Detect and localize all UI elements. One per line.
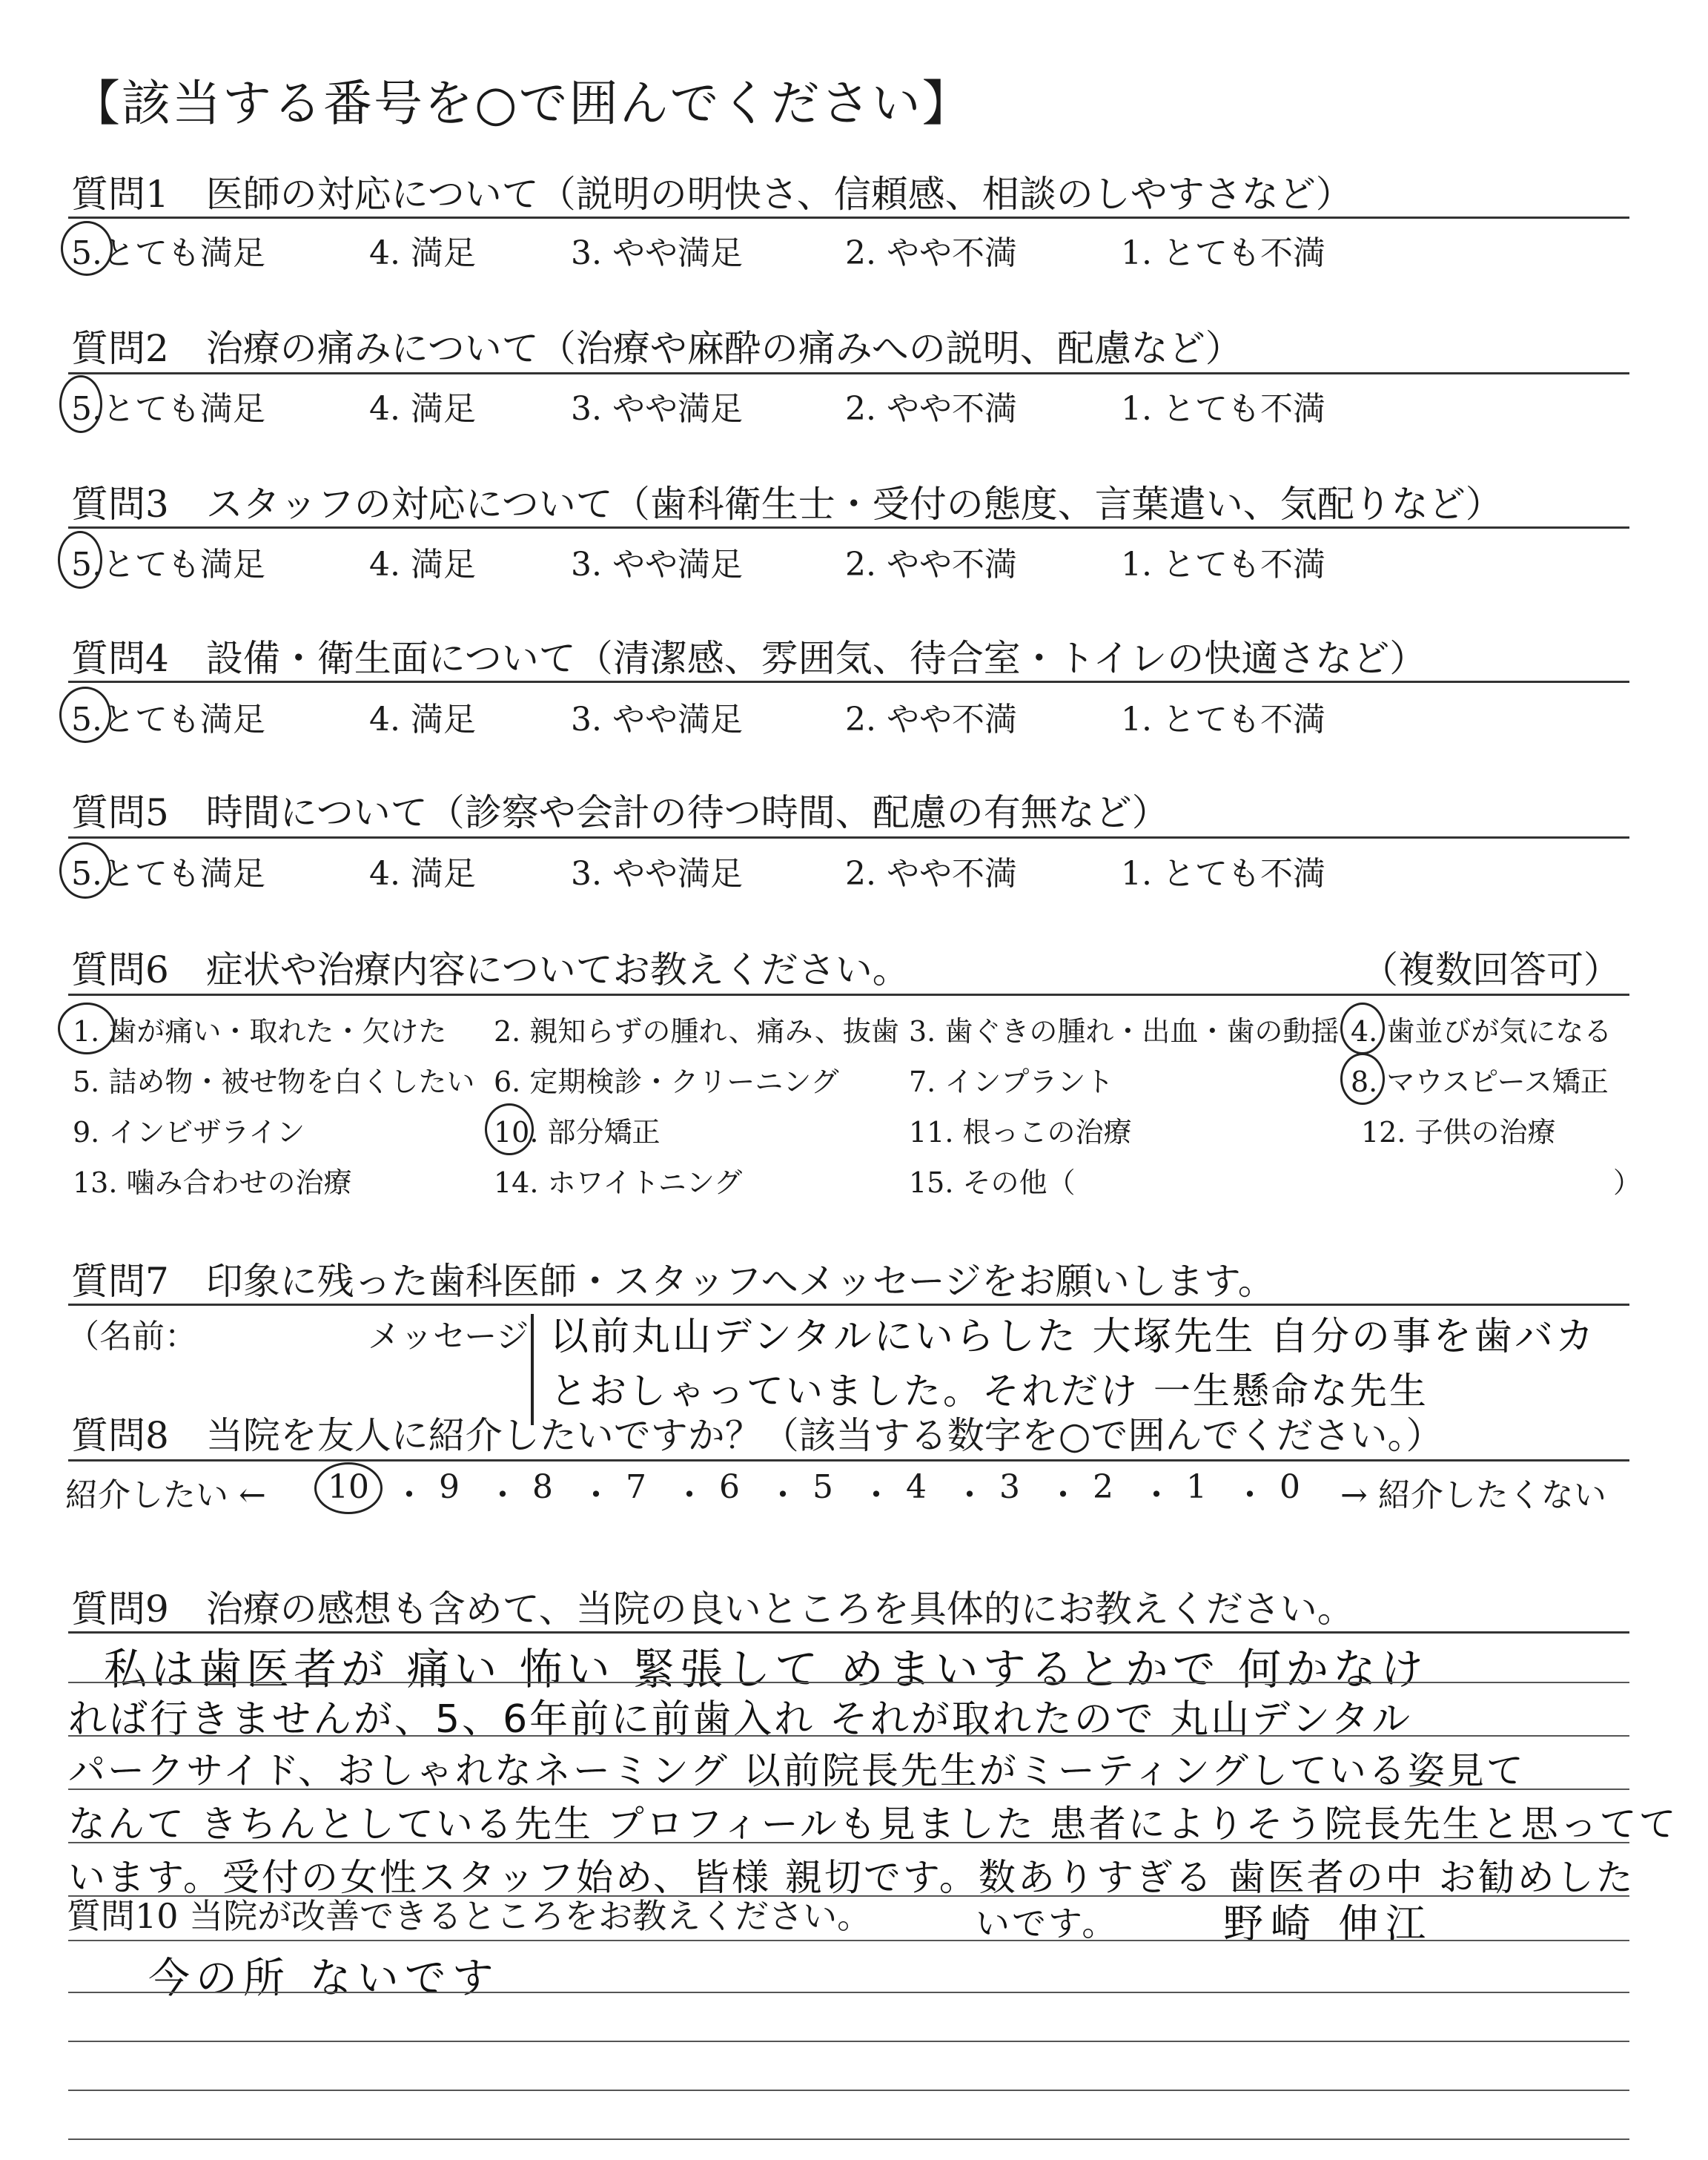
- q1-selected-circle: [61, 221, 113, 276]
- q6-selected-circle-4: [1340, 1003, 1385, 1054]
- q9-line-4: なんて きちんとしている先生 プロフィールも見ました 患者によりそう院長先生と思ってて: [68, 1803, 1678, 1846]
- q2-option-5[interactable]: 5.とても満足: [71, 390, 265, 428]
- q5-rule: [68, 836, 1629, 839]
- q5-selected-circle: [59, 842, 111, 899]
- q8-scale-2[interactable]: 2: [1093, 1468, 1113, 1506]
- q6-item-12[interactable]: 12. 子供の治療: [1361, 1116, 1556, 1149]
- q5-option-4[interactable]: 4. 満足: [369, 855, 476, 893]
- q3-option-1[interactable]: 1. とても不満: [1121, 546, 1325, 584]
- q6-item-7[interactable]: 7. インプラント: [909, 1066, 1114, 1098]
- q4-rule: [68, 681, 1629, 683]
- q6-selected-circle-8: [1340, 1053, 1385, 1105]
- q6-item-13[interactable]: 13. 噛み合わせの治療: [73, 1166, 352, 1199]
- q3-heading: 質問3 スタッフの対応について（歯科衛生士・受付の態度、言葉遣い、気配りなど）: [71, 483, 1503, 526]
- q2-heading: 質問2 治療の痛みについて（治療や麻酔の痛みへの説明、配慮など）: [71, 327, 1242, 370]
- q9-line-2: れば行きませんが、5、6年前に前歯入れ それが取れたので 丸山デンタル: [68, 1697, 1413, 1742]
- q3-option-2[interactable]: 2. やや不満: [845, 546, 1017, 584]
- q9-writing-line-2: [68, 1735, 1629, 1737]
- q7-message-line-2: とおしゃっていました。それだけ 一生懸命な先生: [550, 1370, 1429, 1413]
- q5-heading: 質問5 時間について（診察や会計の待つ時間、配慮の有無など）: [71, 791, 1169, 834]
- q8-scale-1[interactable]: 1: [1186, 1468, 1207, 1506]
- q9-rule: [68, 1631, 1629, 1634]
- q1-rule: [68, 217, 1629, 219]
- q2-rule: [68, 372, 1629, 374]
- q8-scale-9[interactable]: 9: [439, 1468, 460, 1506]
- q5-option-5[interactable]: 5.とても満足: [71, 855, 265, 893]
- q6-item-9[interactable]: 9. インビザライン: [73, 1116, 305, 1149]
- q9-heading: 質問9 治療の感想も含めて、当院の良いところを具体的にお教えください。: [71, 1588, 1354, 1631]
- q10-writing-line-2: [68, 1992, 1629, 1993]
- q10-heading: 質問10 当院が改善できるところをお教えください。: [67, 1896, 872, 1936]
- q4-option-3[interactable]: 3. やや満足: [571, 701, 743, 739]
- q7-message-line-1: 以前丸山デンタルにいらした 大塚先生 自分の事を歯バカ: [550, 1315, 1596, 1359]
- q8-scale-10[interactable]: 10: [328, 1468, 369, 1506]
- q4-selected-circle: [59, 687, 111, 743]
- q10-answer: 今の所 ないです: [148, 1955, 500, 2003]
- q6-item-11[interactable]: 11. 根っこの治療: [909, 1116, 1132, 1149]
- q8-scale-6[interactable]: 6: [719, 1468, 740, 1506]
- q1-option-2[interactable]: 2. やや不満: [845, 234, 1017, 272]
- q4-heading: 質問4 設備・衛生面について（清潔感、雰囲気、待合室・トイレの快適さなど）: [71, 637, 1427, 680]
- q4-option-4[interactable]: 4. 満足: [369, 701, 476, 739]
- q10-writing-line-1: [68, 1940, 1629, 1941]
- q3-selected-circle: [58, 531, 102, 589]
- q6-item-1[interactable]: 1. 歯が痛い・取れた・欠けた: [73, 1015, 447, 1048]
- q6-item-8[interactable]: 8. マウスピース矯正: [1351, 1066, 1609, 1098]
- q10-writing-line-4: [68, 2090, 1629, 2091]
- q7-name-label: （名前：: [67, 1318, 197, 1355]
- q1-option-4[interactable]: 4. 満足: [369, 234, 476, 272]
- q2-selected-circle: [59, 375, 102, 433]
- q4-option-1[interactable]: 1. とても不満: [1121, 701, 1325, 739]
- q4-option-5[interactable]: 5.とても満足: [71, 701, 265, 739]
- q10-writing-line-3: [68, 2041, 1629, 2042]
- q8-scale-7[interactable]: 7: [626, 1468, 646, 1506]
- q6-item-2[interactable]: 2. 親知らずの腫れ、痛み、抜歯: [494, 1015, 899, 1048]
- q6-multi-note: （複数回答可）: [1361, 948, 1621, 991]
- q6-selected-circle-1: [58, 1003, 116, 1054]
- q8-scale-sep: ・: [860, 1476, 893, 1514]
- q6-item-14[interactable]: 14. ホワイトニング: [494, 1166, 743, 1199]
- q8-scale-sep: ・: [1234, 1476, 1266, 1514]
- q2-option-4[interactable]: 4. 満足: [369, 390, 476, 428]
- q8-scale-5[interactable]: 5: [812, 1468, 833, 1506]
- q6-item-5[interactable]: 5. 詰め物・被せ物を白くしたい: [73, 1066, 475, 1098]
- q3-option-3[interactable]: 3. やや満足: [571, 546, 743, 584]
- q6-rule: [68, 994, 1629, 996]
- q9-line-1: 私は歯医者が 痛い 怖い 緊張して めまいするとかで 何かなけ: [104, 1644, 1429, 1694]
- q7-message-label: メッセージ: [368, 1318, 529, 1355]
- q8-selected-circle: [314, 1462, 383, 1514]
- q6-item-15-close: ）: [1613, 1166, 1642, 1199]
- q8-left-label: 紹介したい ←: [65, 1476, 266, 1514]
- q8-scale-sep: ・: [486, 1476, 519, 1514]
- q8-scale-sep: ・: [1047, 1476, 1079, 1514]
- q6-selected-circle-10: [485, 1103, 534, 1155]
- q8-scale-sep: ・: [953, 1476, 986, 1514]
- page-title: 【該当する番号を○で囲んでください】: [71, 75, 973, 132]
- q2-option-1[interactable]: 1. とても不満: [1121, 390, 1325, 428]
- q9-line-5: います。受付の女性スタッフ始め、皆様 親切です。数ありすぎる 歯医者の中 お勧めした: [68, 1856, 1635, 1899]
- q6-item-3[interactable]: 3. 歯ぐきの腫れ・出血・歯の動揺: [909, 1015, 1340, 1048]
- q5-option-2[interactable]: 2. やや不満: [845, 855, 1017, 893]
- q3-option-4[interactable]: 4. 満足: [369, 546, 476, 584]
- q8-scale-4[interactable]: 4: [906, 1468, 927, 1506]
- q8-right-label: → 紹介したくない: [1340, 1476, 1606, 1514]
- q7-heading: 質問7 印象に残った歯科医師・スタッフへメッセージをお願いします。: [71, 1260, 1275, 1303]
- q9-writing-line-3: [68, 1789, 1629, 1790]
- q1-option-3[interactable]: 3. やや満足: [571, 234, 743, 272]
- q9-writing-line-4: [68, 1842, 1629, 1843]
- q2-option-2[interactable]: 2. やや不満: [845, 390, 1017, 428]
- q2-option-3[interactable]: 3. やや満足: [571, 390, 743, 428]
- q8-scale-sep: ・: [1140, 1476, 1173, 1514]
- q1-option-1[interactable]: 1. とても不満: [1121, 234, 1325, 272]
- q5-option-1[interactable]: 1. とても不満: [1121, 855, 1325, 893]
- q8-scale-0[interactable]: 0: [1280, 1468, 1300, 1506]
- q9-line-tail: いです。: [976, 1903, 1119, 1943]
- q8-heading: 質問8 当院を友人に紹介したいですか？（該当する数字を○で囲んでください。）: [71, 1414, 1443, 1457]
- q8-scale-8[interactable]: 8: [532, 1468, 553, 1506]
- q9-signature: 野崎 伸江: [1223, 1900, 1434, 1947]
- q9-line-3: パークサイド、おしゃれなネーミング 以前院長先生がミーティングしている姿見て: [68, 1749, 1526, 1792]
- q3-rule: [68, 526, 1629, 529]
- q8-scale-3[interactable]: 3: [999, 1468, 1020, 1506]
- q6-item-4[interactable]: 4. 歯並びが気になる: [1351, 1015, 1612, 1048]
- q1-option-5[interactable]: 5.とても満足: [71, 234, 265, 272]
- q10-writing-line-5: [68, 2138, 1629, 2140]
- q8-scale-sep: ・: [580, 1476, 612, 1514]
- q6-item-6[interactable]: 6. 定期検診・クリーニング: [494, 1066, 839, 1098]
- q3-option-5[interactable]: 5.とても満足: [71, 546, 265, 584]
- q6-heading: 質問6 症状や治療内容についてお教えください。: [71, 948, 910, 991]
- q8-scale-sep: ・: [393, 1476, 426, 1514]
- q8-scale-sep: ・: [767, 1476, 799, 1514]
- q4-option-2[interactable]: 2. やや不満: [845, 701, 1017, 739]
- q5-option-3[interactable]: 3. やや満足: [571, 855, 743, 893]
- q6-item-10[interactable]: 10. 部分矯正: [494, 1116, 661, 1149]
- q9-writing-line-1: [68, 1682, 1629, 1683]
- q1-heading: 質問1 医師の対応について（説明の明快さ、信頼感、相談のしやすさなど）: [71, 173, 1353, 216]
- q8-scale-sep: ・: [673, 1476, 706, 1514]
- q6-item-15[interactable]: 15. その他（: [909, 1166, 1076, 1199]
- q8-rule: [68, 1459, 1629, 1462]
